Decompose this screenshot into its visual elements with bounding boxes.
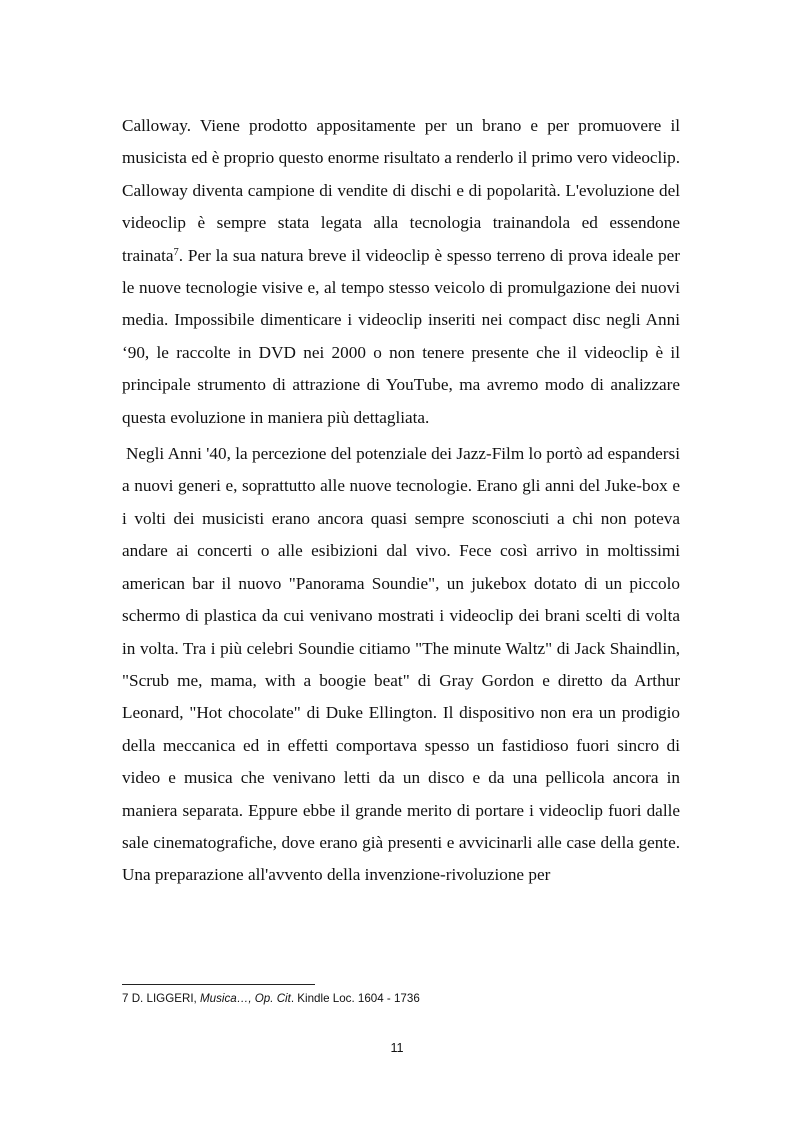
page-body bbox=[122, 110, 680, 892]
page-number: 11 bbox=[390, 1041, 404, 1055]
footnote bbox=[122, 991, 680, 1007]
paragraph: Negli Anni '40, la percezione del potenziale dei Jazz-Film lo portò ad espandersi a nuovi generi e, soprattutto alle nuove tecnologie. Erano gli anni del Juke-box e i volti dei musicisti erano ancora quasi sempre sconosciuti a chi non poteva andare ai concerti o alle esibizioni dal vivo. Fece così arrivo in moltissimi american bar il nuovo "Panorama Soundie", un jukebox dotato di un piccolo schermo di plastica da cui venivano mostrati i videoclip dei brani scelti di volta in volta. Tra i più celebri Soundie citiamo "The minute Waltz" di Jack Shaindlin, "Scrub me, mama, with a boogie beat" di Gray Gordon e diretto da Arthur Leonard, "Hot chocolate" di Duke Ellington. Il dispositivo non era un prodigio della meccanica ed in effetti comportava spesso un fastidioso fuori sincro di video e musica che venivano letti da un disco e da una pellicola ancora in maniera separata. Eppure ebbe il grande merito di portare i videoclip fuori dalle sale cinematografiche, dove erano già presenti e avvicinarli alle case della gente. Una preparazione all'avvento della invenzione-rivoluzione per bbox=[122, 444, 680, 885]
paragraph-text: . Per la sua natura breve il videoclip è spesso terreno di prova ideale per le nuove tecnologie visive e, al tempo stesso veicolo di promulgazione dei nuovi media. Impossibile dimenticare i videoclip inseriti nei compact disc negli Anni ‘90, le raccolte in DVD nei 2000 o non tenere presente che il videoclip è il principale strumento di attrazione di YouTube, ma avremo modo di analizzare questa evoluzione in maniera più dettagliata. bbox=[122, 245, 680, 427]
footnote-title: Musica…, bbox=[200, 992, 252, 1005]
footnote-reference[interactable]: 7 bbox=[173, 246, 179, 258]
footnote-separator bbox=[122, 984, 315, 985]
paragraph bbox=[122, 110, 680, 434]
paragraph-text: Calloway. Viene prodotto appositamente per un brano e per promuovere il musicista ed è proprio questo enorme risultato a renderlo il primo vero videoclip. Calloway diventa campione di vendite di dischi e di popolarità. L'evoluzione del videoclip è sempre stata legata alla tecnologia trainandola ed essendone trainata bbox=[122, 116, 680, 265]
footnote-author: D. LIGGERI, bbox=[131, 992, 197, 1005]
footnote-number: 7 bbox=[122, 992, 129, 1005]
footnote-op-cit: Op. Cit bbox=[254, 992, 291, 1005]
footnote-location: . Kindle Loc. 1604 - 1736 bbox=[290, 992, 420, 1005]
